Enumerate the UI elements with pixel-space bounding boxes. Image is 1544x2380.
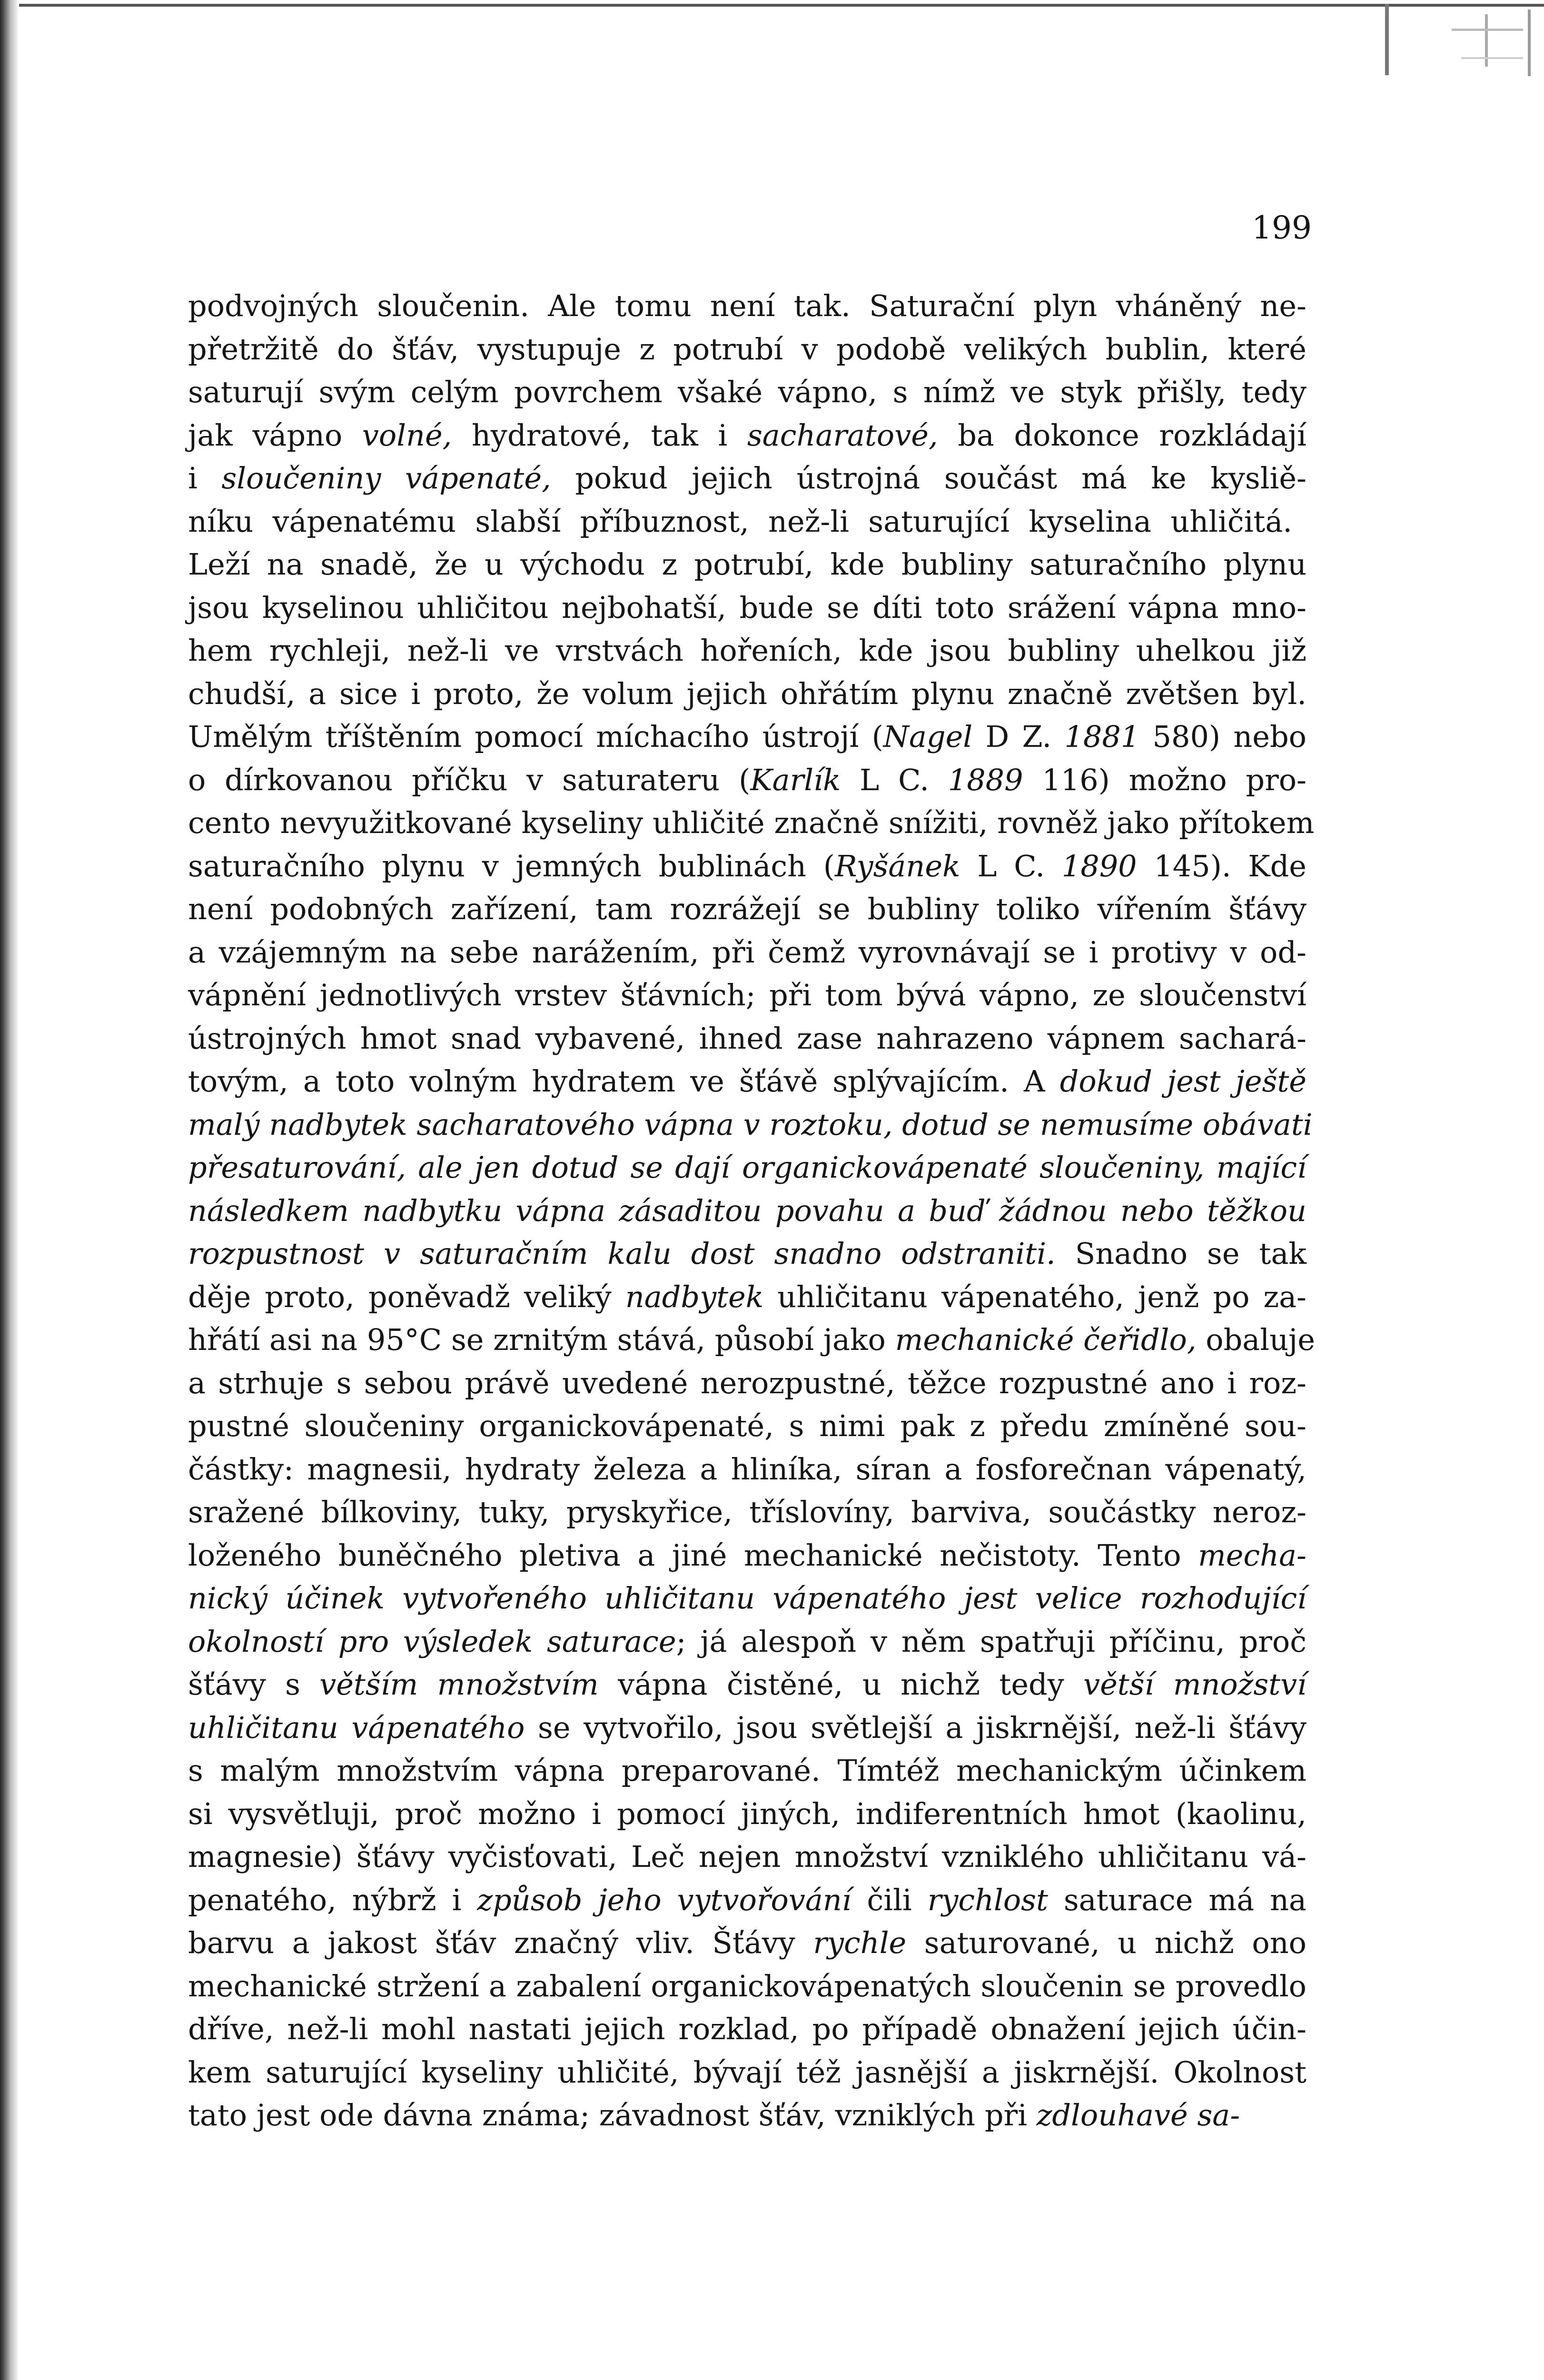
text-line <box>188 457 1306 500</box>
text-line <box>188 1922 1306 1965</box>
text-line <box>188 543 1306 586</box>
text-run: přetržitě do šťáv, vystupuje z potrubí v podobě velikých bublin, které <box>188 331 1306 367</box>
italic-text-run: rychle <box>813 1925 907 1960</box>
text-run: hřátí asi na 95°C se zrnitým stává, působí jako <box>188 1322 895 1357</box>
text-run: ba dokonce rozkládají <box>938 417 1307 453</box>
text-line <box>188 974 1306 1017</box>
text-run: ústrojných hmot snad vybavené, ihned zase nahrazeno vápnem sachará- <box>188 1021 1306 1056</box>
text-run: saturačního plynu v jemných bublinách ( <box>188 848 835 883</box>
text-run: penatého, nýbrž i <box>188 1882 477 1917</box>
text-line <box>188 414 1306 457</box>
text-line <box>188 1965 1306 2008</box>
text-line <box>188 845 1306 888</box>
text-run: si vysvětluji, proč možno i pomocí jiných, indiferentních hmot (kaolinu, <box>188 1796 1306 1831</box>
text-line <box>188 1276 1306 1319</box>
text-line <box>188 500 1292 544</box>
text-line <box>188 1491 1306 1534</box>
text-run: jsou kyselinou uhličitou nejbohatší, bude se díti toto srážení vápna mno- <box>188 590 1306 625</box>
italic-text-run: volné, <box>362 417 452 453</box>
text-line <box>188 2051 1306 2094</box>
text-run: obaluje <box>1196 1322 1315 1357</box>
text-line <box>188 586 1306 630</box>
text-line <box>188 715 1306 759</box>
text-run: pustné sloučeniny organickovápenaté, s nimi pak z předu zmíněné sou- <box>188 1408 1306 1443</box>
italic-text-run: okolností pro výsledek saturace <box>188 1624 676 1659</box>
text-run: saturují svým celým povrchem všaké vápno, s nímž ve styk přišly, tedy <box>188 375 1306 409</box>
text-run: i <box>188 461 222 496</box>
text-run: D Z. <box>972 719 1065 754</box>
text-line <box>188 1706 1306 1750</box>
text-run: cento nevyužitkované kyseliny uhličité značně snížiti, rovněž jako přítokem <box>188 805 1315 840</box>
italic-text-run: 1881 <box>1064 719 1140 754</box>
text-run: kem saturující kyseliny uhličité, bývají též jasnější a jiskrnější. Okolnost <box>188 2054 1306 2090</box>
text-line <box>188 1319 1315 1362</box>
scan-corner-marks <box>1318 0 1544 81</box>
text-run: s malým množstvím vápna preparované. Tímtéž mechanickým účinkem <box>188 1753 1306 1788</box>
text-run: o dírkovanou příčku v saturateru ( <box>188 762 751 797</box>
italic-text-run: přesaturování, ale jen dotud se dají organickovápenaté sloučeniny, mající <box>188 1150 1306 1185</box>
text-run: 580) nebo <box>1139 719 1306 754</box>
italic-text-run: Karlík <box>750 762 841 797</box>
text-run: čili <box>851 1882 928 1917</box>
text-run: jak vápno <box>188 417 362 453</box>
page-number: 199 <box>1252 209 1312 246</box>
text-line <box>188 2008 1306 2051</box>
text-line <box>188 1577 1306 1620</box>
text-line <box>188 1017 1306 1061</box>
italic-text-run: 1890 <box>1061 848 1137 883</box>
text-run: vápna čistěné, u nichž tedy <box>598 1667 1084 1702</box>
text-line <box>188 1060 1306 1103</box>
italic-text-run: rozpustnost v saturačním kalu dost snadno odstraniti. <box>188 1236 1056 1271</box>
text-line <box>188 802 1315 845</box>
text-line <box>188 673 1306 716</box>
text-line <box>188 1534 1306 1577</box>
text-run: uhličitanu vápenatého, jenž po za- <box>763 1279 1306 1314</box>
text-run: sražené bílkoviny, tuky, pryskyřice, tříslovíny, barviva, součástky neroz- <box>188 1495 1306 1529</box>
text-line <box>188 1405 1306 1448</box>
text-run: ; já alespoň v něm spatřuji příčinu, proč <box>676 1624 1306 1659</box>
italic-text-run: větší množství <box>1083 1667 1307 1702</box>
text-line <box>188 1793 1306 1836</box>
text-line <box>188 1190 1306 1233</box>
text-run: Snadno se tak <box>1055 1236 1306 1271</box>
text-run: podvojných sloučenin. Ale tomu není tak. Saturační plyn vháněný ne- <box>188 288 1306 323</box>
italic-text-run: rychlost <box>927 1882 1048 1917</box>
italic-text-run: Nagel <box>883 719 973 754</box>
italic-text-run: sacharatové, <box>747 417 938 453</box>
italic-text-run: způsob jeho vytvořování <box>477 1882 851 1917</box>
text-run: Umělým tříštěním pomocí míchacího ústrojí ( <box>188 719 883 754</box>
text-line <box>188 1146 1306 1190</box>
italic-text-run: větším množstvím <box>319 1667 599 1702</box>
text-run: není podobných zařízení, tam rozrážejí se bubliny toliko vířením šťávy <box>188 892 1306 926</box>
text-run: částky: magnesii, hydraty železa a hliníka, síran a fosforečnan vápenatý, <box>188 1451 1306 1487</box>
text-line <box>188 1663 1306 1706</box>
italic-text-run: nický účinek vytvořeného uhličitanu vápenatého jest velice rozhodující <box>188 1581 1306 1616</box>
text-run: magnesie) šťávy vyčisťovati, Leč nejen množství vzniklého uhličitanu vá- <box>188 1839 1306 1874</box>
text-line <box>188 371 1306 414</box>
page-left-edge-shadow <box>0 0 19 2380</box>
italic-text-run: mecha- <box>1198 1537 1306 1573</box>
text-run: děje proto, poněvadž veliký <box>188 1279 625 1314</box>
text-run: barvu a jakost šťáv značný vliv. Šťávy <box>188 1925 813 1960</box>
page-top-edge <box>19 4 1544 7</box>
text-run: níku vápenatému slabší příbuznost, než-li saturující kyselina uhličitá. <box>188 504 1292 539</box>
text-run: L C. <box>841 762 948 797</box>
text-line <box>188 759 1306 802</box>
text-line <box>188 285 1306 328</box>
text-line <box>188 931 1306 974</box>
italic-text-run: zdlouhavé sa- <box>1036 2098 1240 2132</box>
italic-text-run: mechanické čeřidlo, <box>895 1322 1197 1357</box>
text-run: loženého buněčného pletiva a jiné mechanické nečistoty. Tento <box>188 1537 1198 1573</box>
text-run: hem rychleji, než-li ve vrstvách hořeních, kde jsou bubliny uhelkou již <box>188 633 1306 668</box>
text-line <box>188 1879 1306 1922</box>
text-line <box>188 1448 1306 1491</box>
text-run: 145). Kde <box>1137 848 1306 883</box>
text-run: tovým, a toto volným hydratem ve šťávě splývajícím. A <box>188 1064 1060 1099</box>
text-run: a vzájemným na sebe narážením, při čemž vyrovnávají se i protivy v od- <box>188 934 1306 970</box>
text-run: vápnění jednotlivých vrstev šťávních; při tom bývá vápno, ze sloučenství <box>188 978 1306 1012</box>
text-run: tato jest ode dávna známa; závadnost šťáv, vzniklých při <box>188 2098 1037 2132</box>
text-line <box>188 1620 1306 1664</box>
text-run: pokud jejich ústrojná součást má ke kysliě- <box>551 461 1306 496</box>
text-run: saturace má na <box>1048 1882 1306 1917</box>
italic-text-run: následkem nadbytku vápna zásaditou povahu a buď žádnou nebo těžkou <box>188 1193 1306 1228</box>
text-run: mechanické stržení a zabalení organickovápenatých sloučenin se provedlo <box>188 1968 1306 2003</box>
text-run: se vytvořilo, jsou světlejší a jiskrnější, než-li šťávy <box>525 1710 1306 1745</box>
text-run: hydratové, tak i <box>452 417 747 453</box>
text-line <box>188 1232 1306 1276</box>
text-run: dříve, než-li mohl nastati jejich rozklad, po případě obnažení jejich účin- <box>188 2012 1306 2046</box>
italic-text-run: dokud jest ještě <box>1059 1064 1306 1099</box>
text-line <box>188 1749 1306 1793</box>
body-text <box>188 285 1315 2137</box>
italic-text-run: Ryšánek <box>835 848 960 883</box>
text-run: saturované, u nichž ono <box>906 1925 1306 1960</box>
text-line <box>188 629 1306 673</box>
text-run: L C. <box>960 848 1062 883</box>
text-run: a strhuje s sebou právě uvedené nerozpustné, těžce rozpustné ano i roz- <box>188 1365 1306 1400</box>
text-run: 116) možno pro- <box>1023 762 1306 797</box>
text-run: Leží na snadě, že u východu z potrubí, kde bubliny saturačního plynu <box>188 547 1306 582</box>
italic-text-run: sloučeniny vápenaté, <box>221 461 551 496</box>
italic-text-run: nadbytek <box>625 1279 764 1314</box>
text-line <box>188 2094 1240 2137</box>
italic-text-run: malý nadbytek sacharatového vápna v roztoku, dotud se nemusíme obávati <box>188 1107 1313 1142</box>
italic-text-run: uhličitanu vápenatého <box>188 1710 525 1745</box>
text-line <box>188 888 1306 931</box>
text-line <box>188 328 1306 371</box>
italic-text-run: 1889 <box>948 762 1023 797</box>
text-line <box>188 1362 1306 1405</box>
text-line <box>188 1103 1313 1147</box>
text-run: chudší, a sice i proto, že volum jejich ohřátím plynu značně zvětšen byl. <box>188 676 1306 711</box>
text-line <box>188 1835 1306 1879</box>
text-run: šťávy s <box>188 1667 320 1702</box>
